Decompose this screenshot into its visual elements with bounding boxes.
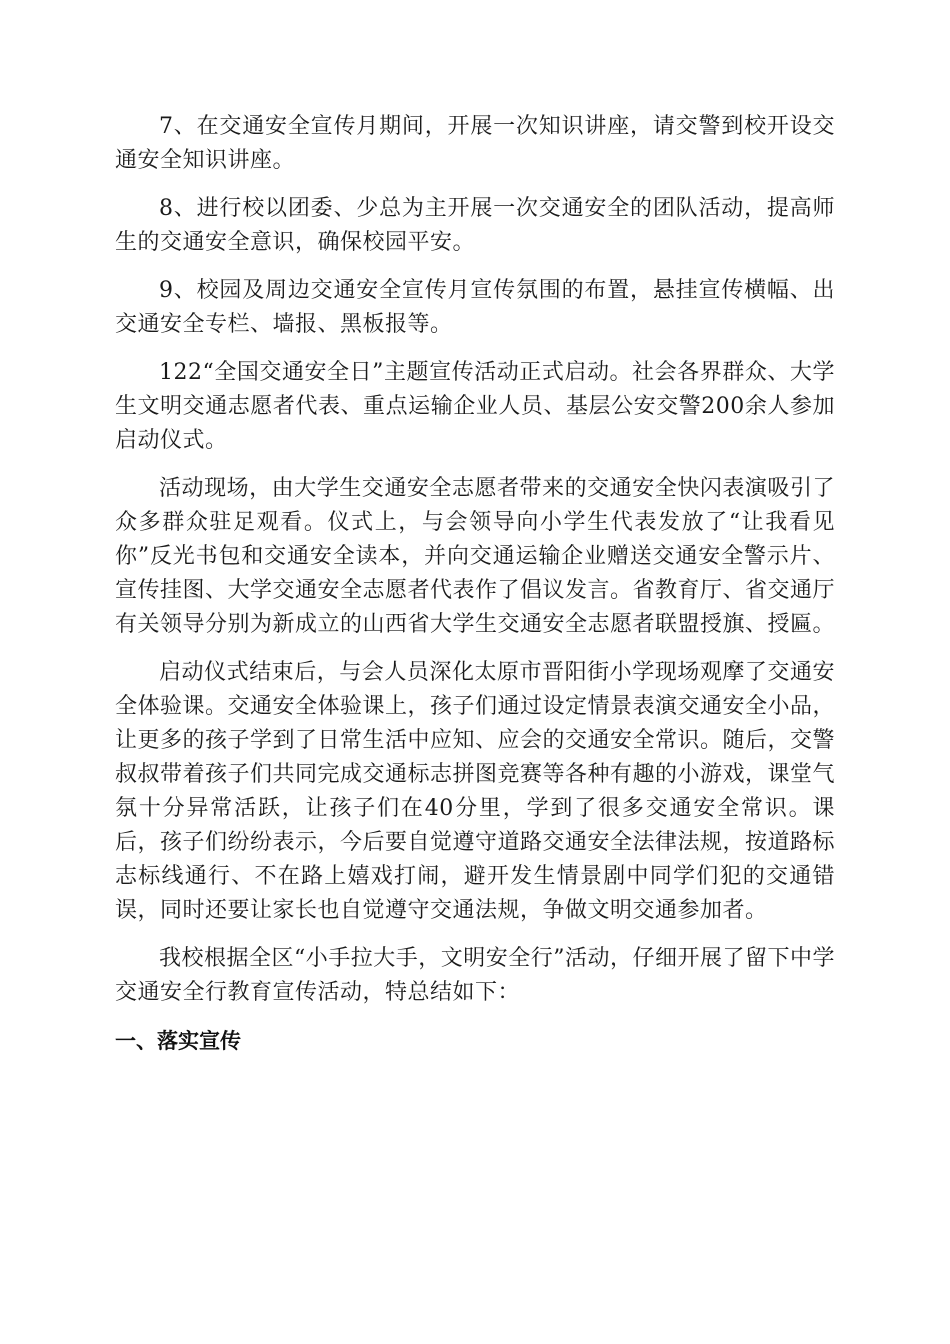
document-body (115, 110, 835, 1058)
paragraph-item-8: 8、进行校以团委、少总为主开展一次交通安全的团队活动，提高师生的交通安全意识，确保校园平安。 (115, 196, 835, 255)
paragraph-experience-class: 启动仪式结束后，与会人员深化太原市晋阳街小学现场观摩了交通安全体验课。交通安全体验课上，孩子们通过设定情景表演交通安全小品，让更多的孩子学到了日常生活中应知、应会的交通安全常识。随后，交警叔叔带着孩子们共同完成交通标志拼图竞赛等各种有趣的小游戏，课堂气氛十分异常活跃，让孩子们在40分里，学到了很多交通安全常识。课后，孩子们纷纷表示，今后要自觉遵守道路交通安全法律法规，按道路标志标线通行、不在路上嬉戏打闹，避开发生情景剧中同学们犯的交通错误，同时还要让家长也自觉遵守交通法规，争做文明交通参加者。 (115, 660, 836, 923)
paragraph-launch-event: 122“全国交通安全日”主题宣传活动正式启动。社会各界群众、大学生文明交通志愿者代表、重点运输企业人员、基层公安交警200余人参加启动仪式。 (115, 360, 835, 453)
paragraph-item-7: 7、在交通安全宣传月期间，开展一次知识讲座，请交警到校开设交通安全知识讲座。 (115, 114, 835, 173)
paragraph-school-summary: 我校根据全区“小手拉大手，文明安全行”活动，仔细开展了留下中学交通安全行教育宣传活动，特总结如下： (115, 946, 835, 1005)
paragraph-item-9: 9、校园及周边交通安全宣传月宣传氛围的布置，悬挂宣传横幅、出交通安全专栏、墙报、黑板报等。 (115, 278, 835, 337)
paragraph-event-scene: 活动现场，由大学生交通安全志愿者带来的交通安全快闪表演吸引了众多群众驻足观看。仪式上，与会领导向小学生代表发放了“让我看见你”反光书包和交通安全读本，并向交通运输企业赠送交通安全警示片、宣传挂图、大学交通安全志愿者代表作了倡议发言。省教育厅、省交通厅有关领导分别为新成立的山西省大学生交通安全志愿者联盟授旗、授匾。 (115, 476, 836, 637)
section-heading: 一、落实宣传 (115, 1029, 241, 1053)
